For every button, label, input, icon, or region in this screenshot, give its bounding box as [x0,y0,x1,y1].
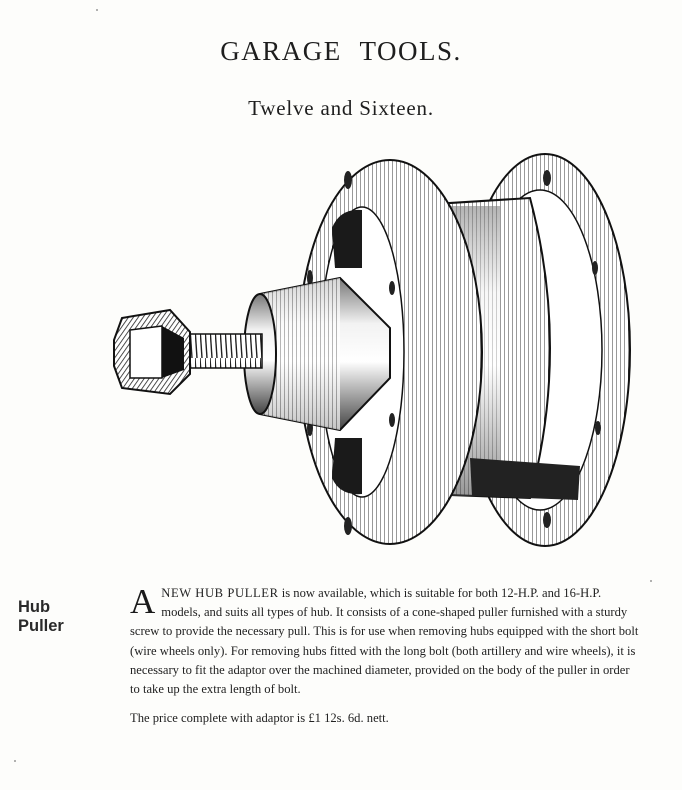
paper-speck [14,760,16,762]
hub-puller-illustration [100,148,640,563]
description-paragraph [130,584,640,741]
drop-cap: A [130,582,156,621]
paper-speck [650,580,652,582]
section-heading: Hub Puller [18,598,64,635]
hex-nut [114,310,190,394]
body-text: is now available, which is suitable for both 12-H.P. and 16-H.P. models, and suits all types of hub. It consists of a cone-shaped puller furnished with a sturdy screw to provide the necessary pull. This is for use when removing hubs equipped with the short bolt (wire wheels only). For removing hubs fitted with the long bolt (both artillery and wire wheels), it is necessary to fit the adaptor over the machined diameter, provided on the body of the puller in order to take up the extra length of bolt. [130,586,639,697]
screw-thread [182,334,262,368]
page-title: GARAGE TOOLS. [220,36,462,66]
page-subtitle: Twelve and Sixteen. [248,96,434,120]
paper-speck [96,9,98,11]
lead-text: NEW HUB PULLER [161,586,279,600]
price-line: The price complete with adaptor is £1 12s. 6d. nett. [130,711,389,726]
